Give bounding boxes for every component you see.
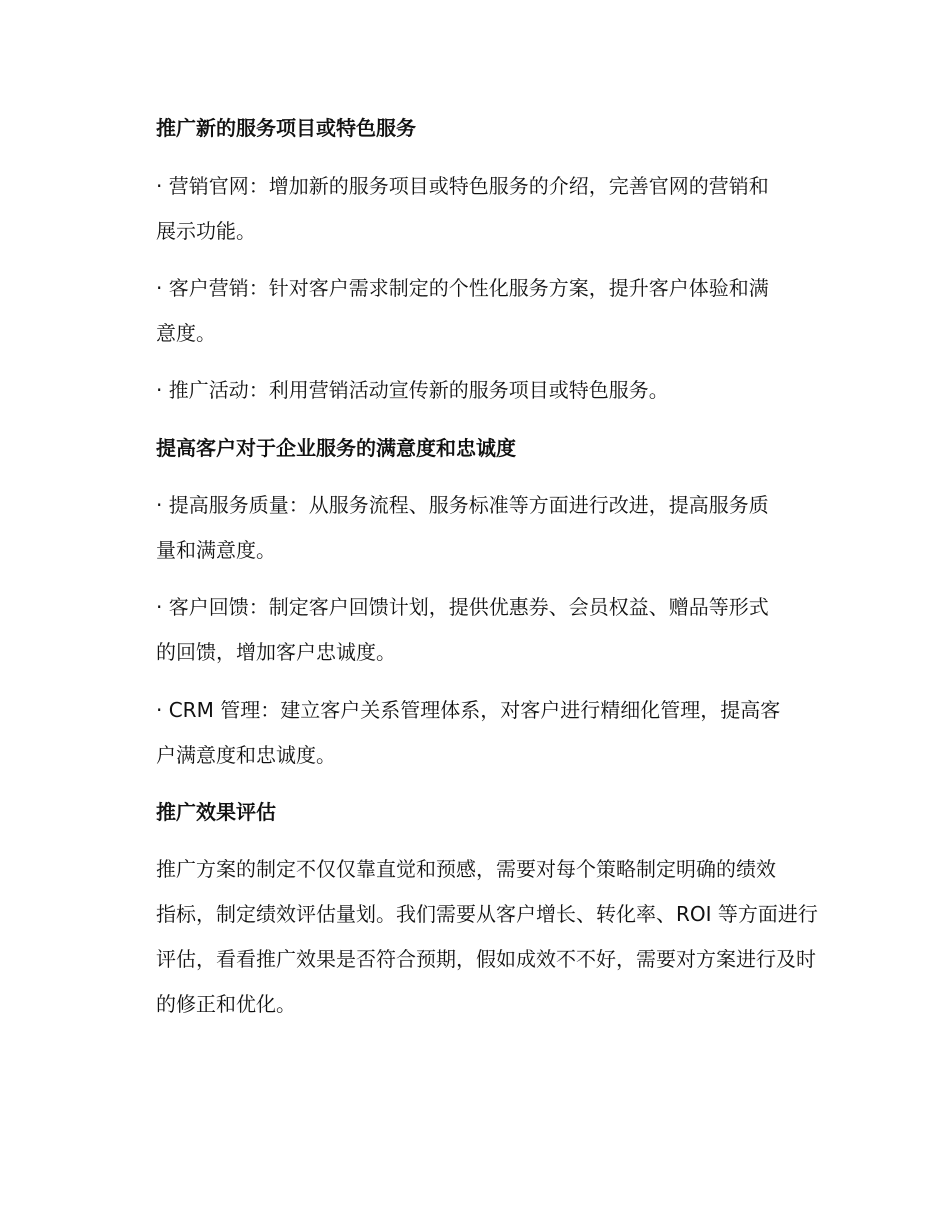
text-line: 户满意度和忠诚度。 — [156, 743, 336, 767]
text-line: 量和满意度。 — [156, 538, 276, 562]
text-line: 评估，看看推广效果是否符合预期，假如成效不不好，需要对方案进行及时 — [156, 947, 816, 971]
text-line: · 推广活动：利用营销活动宣传新的服务项目或特色服务。 — [156, 378, 669, 402]
section-heading-effect-evaluation: 推广效果评估 — [156, 800, 276, 824]
bullet-service-quality — [113, 483, 833, 573]
text-line: 指标，制定绩效评估量划。我们需要从客户增长、转化率、ROI 等方面进行 — [156, 902, 818, 926]
text-line: · 客户营销：针对客户需求制定的个性化服务方案，提升客户体验和满 — [156, 276, 769, 300]
bullet-marketing-website — [113, 164, 833, 254]
text-line: · 客户回馈：制定客户回馈计划，提供优惠券、会员权益、赠品等形式 — [156, 595, 769, 619]
text-line: · 提高服务质量：从服务流程、服务标准等方面进行改进，提高服务质 — [156, 493, 769, 517]
bullet-crm-management — [113, 688, 833, 778]
section-heading-new-services: 推广新的服务项目或特色服务 — [156, 116, 416, 140]
paragraph-evaluation — [113, 847, 833, 1027]
bullet-customer-marketing — [113, 266, 833, 356]
bullet-customer-rewards — [113, 585, 833, 675]
text-line: · CRM 管理：建立客户关系管理体系，对客户进行精细化管理，提高客 — [156, 698, 781, 722]
text-line: 的回馈，增加客户忠诚度。 — [156, 640, 396, 664]
section-heading-customer-satisfaction: 提高客户对于企业服务的满意度和忠诚度 — [156, 436, 516, 460]
bullet-promotion-activities — [113, 368, 833, 413]
text-line: · 营销官网：增加新的服务项目或特色服务的介绍，完善官网的营销和 — [156, 174, 769, 198]
text-line: 意度。 — [156, 321, 216, 345]
text-line: 推广方案的制定不仅仅靠直觉和预感，需要对每个策略制定明确的绩效 — [156, 857, 776, 881]
text-line: 的修正和优化。 — [156, 992, 296, 1016]
text-line: 展示功能。 — [156, 219, 256, 243]
